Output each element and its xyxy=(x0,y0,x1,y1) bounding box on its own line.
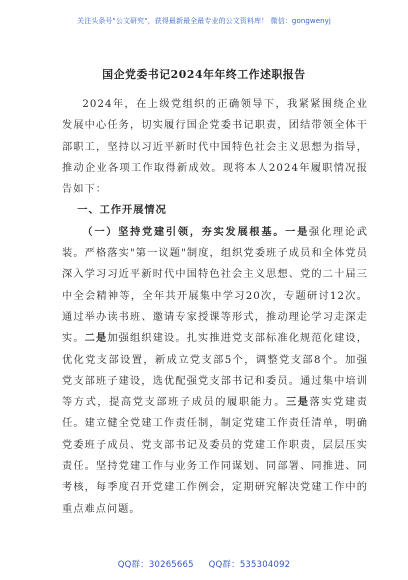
document-body xyxy=(62,94,368,520)
footer-qq-group-2: QQ群：535304092 xyxy=(208,560,291,570)
subsection-paragraph xyxy=(62,222,368,520)
section-heading: 一、工作开展情况 xyxy=(77,205,167,217)
part3-lead: 三是 xyxy=(286,396,310,409)
subsection-lead: （一）坚持党建引领，夯实发展根基。 xyxy=(82,225,286,238)
intro-paragraph: 2024年，在上级党组织的正确领导下，我紧紧围绕企业发展中心任务，切实履行国企党委书记职责，团结带领全体干部职工，坚持以习近平新时代中国特色社会主义思想为指导，推动企业各项工作取得新成效。现将本人2024年履职情况报告如下： xyxy=(62,99,368,196)
footer-contact xyxy=(0,558,408,570)
document-title: 国企党委书记2024年年终工作述职报告 xyxy=(102,68,306,81)
part2-body: 加强组织建设。扎实推进党支部标准化规范化建设，优化党支部设置，新成立党支部5个，调整党支部8个。加强党支部班子建设，选优配强党支部书记和委员。通过集中培训等方式，提高党支部班子成员的履职能力。 xyxy=(62,333,368,409)
part3-body: 落实党建责任。建立健全党建工作责任制，制定党建工作责任清单，明确党委班子成员、党支部书记及委员的党建工作职责，层层压实责任。坚持党建工作与业务工作同谋划、同部署、同推进、同考核，每季度召开党建工作例会，定期研究解决党建工作中的重点难点问题。 xyxy=(62,397,369,515)
header-banner: 关注头条号"公文研究"，获得最新最全最专业的公文资料库！ 微信：gongwenyj xyxy=(77,17,331,25)
footer-qq-group-1: QQ群：30265665 xyxy=(117,560,194,570)
part2-lead: 二是 xyxy=(84,332,108,345)
part1-body: 强化理论武装。严格落实"第一议题"制度，组织党委班子成员和全体党员深入学习习近平新时代中国特色社会主义思想、党的二十届三中全会精神等，全年共开展集中学习20次，专题研讨12次。通过举办读书班、邀请专家授课等形式，推动理论学习走深走实。 xyxy=(62,226,368,345)
part1-lead: 一是 xyxy=(285,225,310,238)
